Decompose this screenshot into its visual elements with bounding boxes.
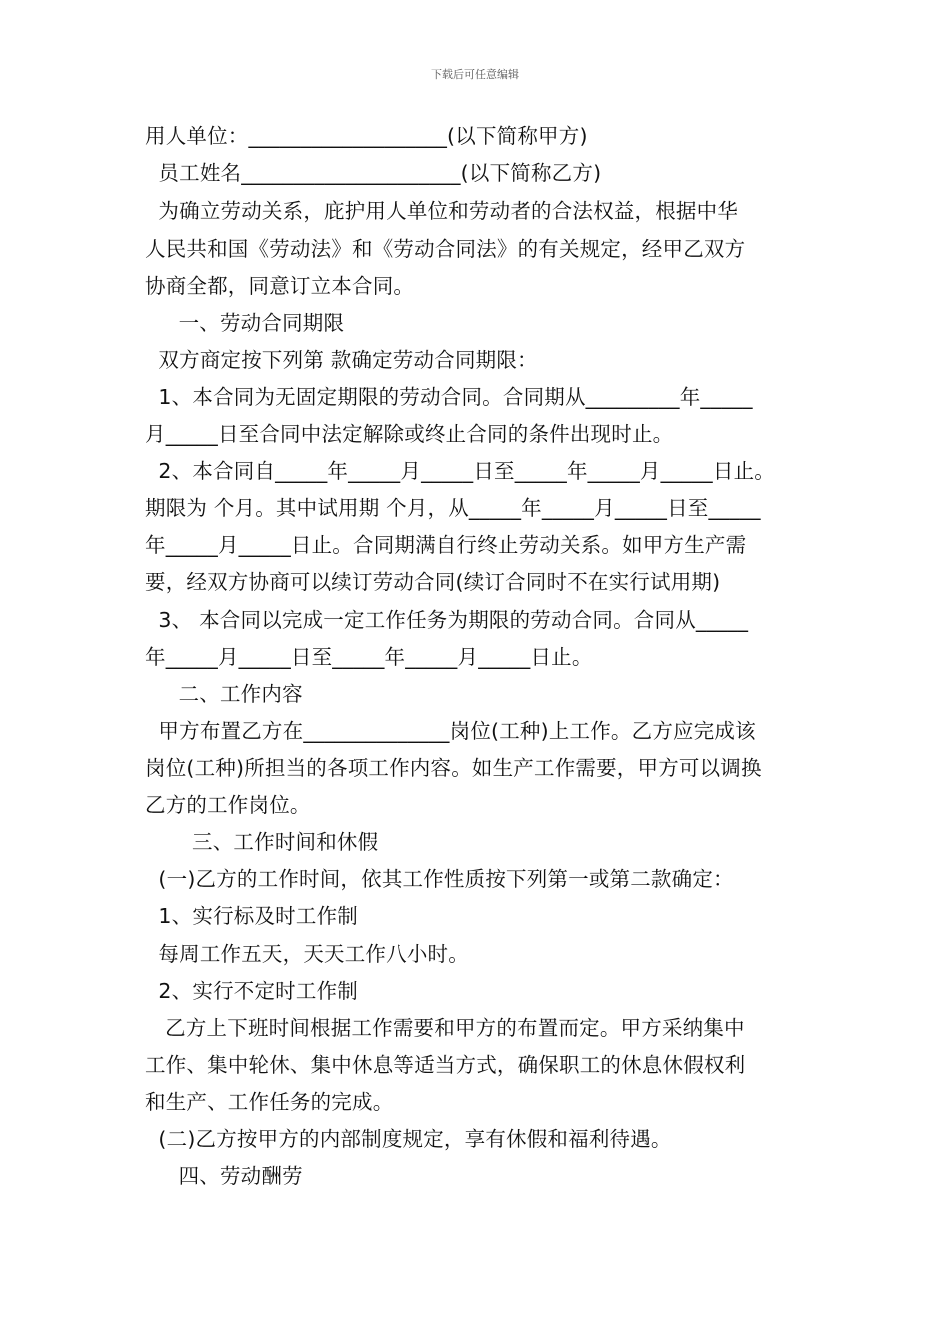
paragraph-line: (一)乙方的工作时间，依其工作性质按下列第一或第二款确定：: [145, 867, 734, 891]
paragraph-line: 1、本合同为无固定期限的劳动合同。合同期从_________年_____: [145, 385, 753, 409]
paragraph-line: 1、实行标及时工作制: [145, 904, 358, 928]
paragraph-line: 年_____月_____日至_____年_____月_____日止。: [145, 645, 593, 669]
preamble-line: 为确立劳动关系，庇护用人单位和劳动者的合法权益，根据中华: [145, 199, 739, 223]
paragraph-line: 年_____月_____日止。合同期满自行终止劳动关系。如甲方生产需: [145, 533, 747, 557]
section-heading: 三、工作时间和休假: [145, 830, 379, 854]
preamble-line: 协商全都，同意订立本合同。: [145, 274, 415, 298]
paragraph-line: 3、 本合同以完成一定工作任务为期限的劳动合同。合同从_____: [145, 608, 749, 632]
paragraph-line: 乙方上下班时间根据工作需要和甲方的布置而定。甲方采纳集中: [145, 1016, 745, 1040]
section-heading: 四、劳动酬劳: [145, 1164, 303, 1188]
paragraph-line: 2、本合同自_____年_____月_____日至_____年_____月_____日止。: [145, 459, 775, 483]
paragraph-line: 岗位(工种)所担当的各项工作内容。如生产工作需要，甲方可以调换: [145, 756, 762, 780]
section-heading: 一、劳动合同期限: [145, 311, 345, 335]
paragraph-line: 双方商定按下列第 款确定劳动合同期限：: [145, 348, 538, 372]
paragraph-line: 2、实行不定时工作制: [145, 979, 358, 1003]
page-header: 下载后可任意编辑: [431, 68, 519, 81]
paragraph-line: 每周工作五天，天天工作八小时。: [145, 942, 469, 966]
preamble-line: 人民共和国《劳动法》和《劳动合同法》的有关规定，经甲乙双方: [145, 237, 746, 261]
employer-line: 用人单位：___________________(以下简称甲方): [145, 124, 588, 148]
paragraph-line: 月_____日至合同中法定解除或终止合同的条件出现时止。: [145, 422, 674, 446]
paragraph-line: 工作、集中轮休、集中休息等适当方式，确保职工的休息休假权利: [145, 1053, 746, 1077]
employee-line: 员工姓名_____________________(以下简称乙方): [145, 161, 602, 185]
paragraph-line: 甲方布置乙方在______________岗位(工种)上工作。乙方应完成该: [145, 719, 756, 743]
section-heading: 二、工作内容: [145, 682, 303, 706]
paragraph-line: 期限为 个月。其中试用期 个月，从_____年_____月_____日至_____: [145, 496, 761, 520]
paragraph-line: 乙方的工作岗位。: [145, 793, 311, 817]
paragraph-line: 要，经双方协商可以续订劳动合同(续订合同时不在实行试用期): [145, 570, 721, 594]
paragraph-line: (二)乙方按甲方的内部制度规定，享有休假和福利待遇。: [145, 1127, 672, 1151]
paragraph-line: 和生产、工作任务的完成。: [145, 1090, 394, 1114]
